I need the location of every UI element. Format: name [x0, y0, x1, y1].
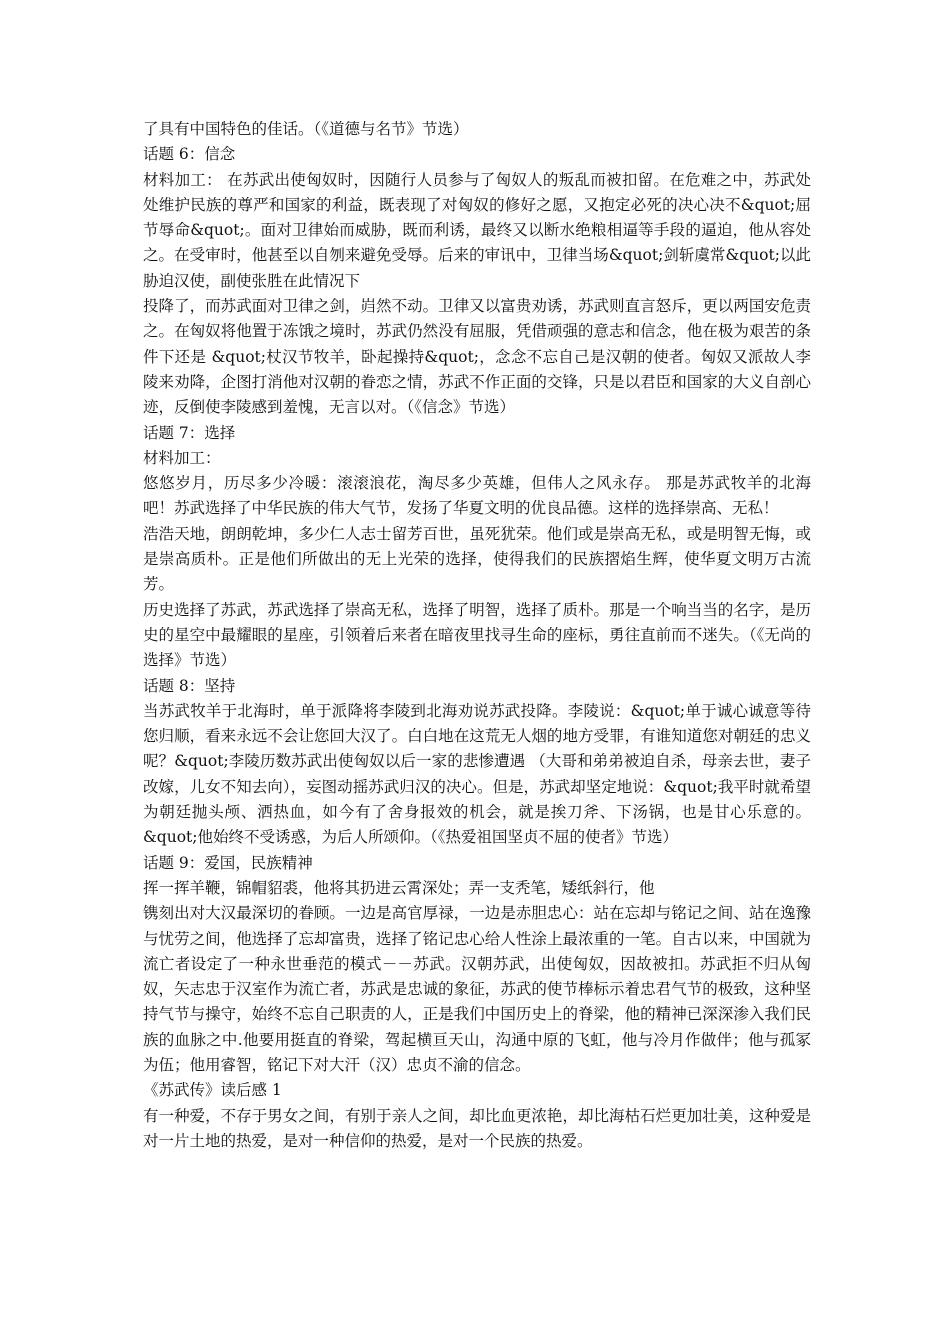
paragraph: 镌刻出对大汉最深切的眷顾。一边是高官厚禄，一边是赤胆忠心：站在忘却与铭记之间、站在逸豫与忧劳之间，他选择了忘却富贵，选择了铭记忠心给人性涂上最浓重的一笔。自古以来，中国就为流亡者设定了一种永世垂范的模式－－苏武。汉朝苏武，出使匈奴，因故被扣。苏武拒不归从匈奴，矢志忠于汉室作为流亡者，苏武是忠诚的象征，苏武的使节棒标示着忠君气节的极致，这种坚持气节与操守，始终不忘自己职责的人，正是我们中国历史上的脊梁，他的精神已深深渗入我们民族的血脉之中.他要用挺直的脊梁，驾起横亘天山，沟通中原的飞虹，他与冷月作做伴；他与孤冢为伍；他用睿智，铭记下对大汗（汉）忠贞不渝的信念。	[143, 904, 811, 1074]
paragraph: 投降了，而苏武面对卫律之剑，岿然不动。卫律又以富贵劝诱，苏武则直言怒斥，更以两国安危责之。在匈奴将他置于冻饿之境时，苏武仍然没有屈服，凭借顽强的意志和信念，他在极为艰苦的条件下还是 &quot;杖汉节牧羊，卧起操持&quot;，念念不忘自己是汉朝的使者。匈奴又派故人李陵来劝降，企图打消他对汉朝的眷恋之情，苏武不作正面的交锋，只是以君臣和国家的大义自剖心迹，反倒使李陵感到羞愧，无言以对。（《信念》节选）	[143, 297, 811, 417]
section-title: 《苏武传》读后感 1	[143, 1081, 282, 1100]
document-body	[143, 117, 811, 1154]
paragraph: 悠悠岁月，历尽多少冷暖：滚滚浪花，淘尽多少英雄，但伟人之风永存。 那是苏武牧羊的北海吧！苏武选择了中华民族的伟大气节，发扬了华夏文明的优良品德。这样的选择崇高、无私！	[143, 474, 811, 518]
paragraph: 了具有中国特色的佳话。（《道德与名节》节选）	[143, 120, 469, 138]
topic-heading: 话题 7：选择	[143, 423, 236, 442]
topic-heading: 话题 8：坚持	[143, 676, 236, 695]
topic-heading: 话题 6：信念	[143, 145, 236, 164]
paragraph: 挥一挥羊鞭，锦帽貂裘，他将其扔进云霄深处；弄一支秃笔，矮纸斜行，他	[143, 878, 655, 897]
material-label: 材料加工：	[143, 448, 221, 467]
topic-heading: 话题 9：爱国，民族精神	[143, 853, 313, 872]
paragraph: 材料加工： 在苏武出使匈奴时，因随行人员参与了匈奴人的叛乱而被扣留。在危难之中，苏武处处维护民族的尊严和国家的利益，既表现了对匈奴的修好之愿，又抱定必死的决心决不&quot;屈节辱命&quot;。面对卫律始而威胁，既而利诱，最终又以断水绝粮相逼等手段的逼迫，他从容处之。在受审时，他甚至以自刎来避免受辱。后来的审讯中，卫律当场&quot;剑斩虞常&quot;以此胁迫汉使，副使张胜在此情况下	[143, 170, 811, 290]
paragraph: 当苏武牧羊于北海时，单于派降将李陵到北海劝说苏武投降。李陵说：&quot;单于诚心诚意等待您归顺，看来永远不会让您回大汉了。白白地在这荒无人烟的地方受罪，有谁知道您对朝廷的忠义呢？&quot;李陵历数苏武出使匈奴以后一家的悲惨遭遇 （大哥和弟弟被迫自杀，母亲去世，妻子改嫁，儿女不知去向），妄图动摇苏武归汉的决心。但是，苏武却坚定地说：&quot;我平时就希望为朝廷抛头颅、洒热血，如今有了舍身报效的机会，就是挨刀斧、下汤锅，也是甘心乐意的。&quot;他始终不受诱惑，为后人所颂仰。（《热爱祖国坚贞不屈的使者》节选）	[143, 701, 811, 847]
paragraph: 历史选择了苏武，苏武选择了崇高无私，选择了明智，选择了质朴。那是一个响当当的名字，是历史的星空中最耀眼的星座，引领着后来者在暗夜里找寻生命的座标，勇往直前而不迷失。（《无尚的选择》节选）	[143, 600, 811, 670]
paragraph: 浩浩天地，朗朗乾坤，多少仁人志士留芳百世，虽死犹荣。他们或是崇高无私，或是明智无悔，或是崇高质朴。正是他们所做出的无上光荣的选择，使得我们的民族摺焰生辉，使华夏文明万古流芳。	[143, 524, 811, 594]
paragraph: 有一种爱，不存于男女之间，有别于亲人之间，却比血更浓艳，却比海枯石烂更加壮美，这种爱是对一片土地的热爱，是对一种信仰的热爱，是对一个民族的热爱。	[143, 1106, 811, 1150]
